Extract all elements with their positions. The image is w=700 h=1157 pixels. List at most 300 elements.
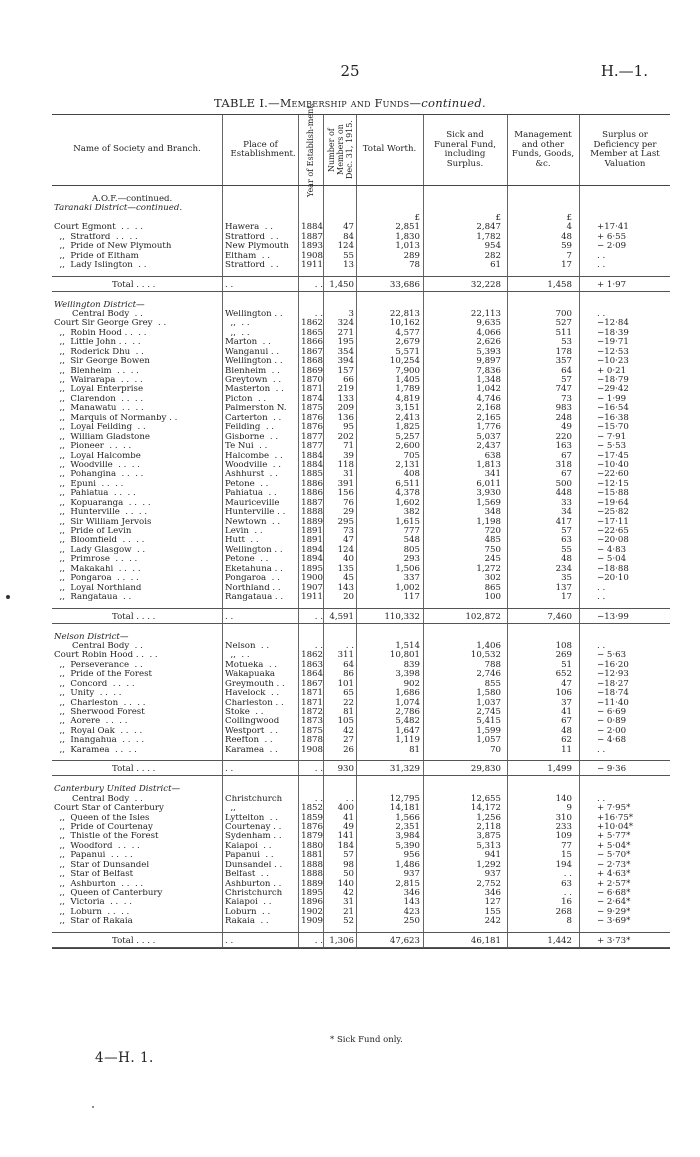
cell-surp: +16·75* (597, 812, 634, 823)
section-heading (52, 195, 670, 204)
branch-name: ,, Loyal Feilding . . (54, 423, 146, 433)
cell-worth: 1,405 (395, 375, 420, 385)
cell-sick: 1,348 (476, 375, 501, 385)
cell-year: 1888 (301, 869, 323, 880)
cell-worth: 7,900 (395, 365, 420, 376)
header-surplus: Surplus or Deficiency per Member at Last Valuation (590, 130, 660, 169)
cell-mgmt: 318 (555, 459, 572, 470)
branch-name: Court Sir George Grey . . (54, 319, 167, 329)
cell-year: 1880 (301, 840, 323, 851)
branch-name: ,, Roderick Dhu . . (54, 347, 144, 357)
table-row (52, 499, 670, 508)
cell-worth: 1,686 (395, 688, 420, 699)
cell-worth: 1,789 (395, 384, 420, 395)
cell-surp: + 4·63* (597, 869, 631, 880)
branch-name: ,, Concord . . . . (54, 679, 135, 689)
cell-sick: 6,011 (476, 478, 501, 489)
branch-name: ,, Papanui . . . . (54, 851, 133, 861)
cell-sick: 10,532 (470, 650, 501, 661)
cell-sick: 3,930 (476, 488, 501, 499)
district-heading: Canterbury United District— (54, 785, 181, 795)
table-body (52, 186, 670, 948)
total-row (52, 276, 670, 291)
total-worth: 33,686 (389, 279, 420, 290)
branch-name: ,, Kopuaranga . . . . (54, 498, 151, 508)
table-row (52, 338, 670, 347)
cell-mgmt: 194 (555, 859, 572, 870)
cell-surp: −15·88 (597, 488, 629, 499)
cell-mgmt: 15 (561, 850, 572, 861)
cell-mgmt: 652 (555, 669, 572, 680)
cell-mgmt: 57 (561, 375, 572, 385)
cell-year: 1864 (301, 669, 323, 680)
total-worth: 110,332 (384, 611, 420, 622)
cell-mgmt: 268 (555, 906, 572, 917)
branch-name: Central Body . . (72, 309, 143, 319)
header-worth: Total Worth. (362, 144, 417, 155)
cell-place: Motueka . . (225, 660, 278, 670)
cell-surp: . . (597, 582, 606, 593)
cell-sick: 2,437 (476, 441, 501, 452)
cell-surp: − 1·99 (597, 393, 627, 404)
cell-year: 1881 (301, 850, 323, 861)
cell-mgmt: 48 (561, 554, 572, 565)
cell-place: Wanganui . . (225, 347, 280, 357)
branch-name: ,, Woodville . . . . (54, 460, 140, 470)
cell-sick: 1,569 (476, 497, 501, 508)
cell-surp: − 3·69* (597, 916, 631, 927)
cell-place: Stratford . . (225, 261, 279, 271)
cell-place: Christchurch (225, 889, 283, 898)
cell-surp: − 5·04 (597, 554, 627, 565)
cell-worth: 1,506 (395, 563, 420, 574)
table-row (52, 689, 670, 698)
cell-surp: +17·41 (597, 222, 629, 233)
cell-year: 1889 (301, 516, 323, 527)
branch-name: ,, Blenheim . . . . (54, 366, 139, 376)
cell-sick: 720 (484, 526, 501, 536)
cell-mgmt: 17 (561, 260, 572, 271)
table-row (52, 508, 670, 517)
cell-year: 1911 (301, 260, 323, 271)
cell-mgmt: 11 (561, 744, 572, 755)
branch-name: ,, Wairarapa . . . . (54, 376, 143, 385)
cell-place: Palmerston N. (225, 404, 287, 414)
cell-place: Papanui . . (225, 851, 274, 861)
table-row (52, 461, 670, 470)
cell-place: Ashburton . . (225, 879, 282, 889)
branch-name: ,, Primrose . . . . (54, 555, 138, 565)
cell-mem: 40 (343, 554, 354, 565)
table-row (52, 898, 670, 907)
cell-worth: 10,254 (389, 356, 420, 367)
cell-year: 1893 (301, 241, 323, 252)
total-mgmt: 1,499 (547, 764, 572, 775)
total-surp: + 3·73* (597, 935, 631, 946)
cell-mgmt: 109 (555, 831, 572, 842)
cell-year: 1891 (301, 526, 323, 536)
header-name: Name of Society and Branch. (73, 144, 201, 155)
table-row (52, 348, 670, 357)
cell-worth: 250 (403, 916, 420, 927)
cell-place: Newtown . . (225, 517, 281, 527)
cell-mem: 66 (343, 375, 354, 385)
cell-mgmt: 8 (566, 916, 572, 927)
cell-mem: 49 (343, 821, 354, 832)
cell-mem: 219 (337, 384, 354, 395)
cell-worth: 3,398 (395, 669, 420, 680)
cell-sick: 2,752 (476, 878, 501, 889)
cell-mgmt: 67 (561, 716, 572, 727)
cell-sick: 341 (484, 469, 501, 480)
cell-year: 1879 (301, 831, 323, 842)
cell-mem: 84 (343, 231, 354, 242)
cell-year: 1866 (301, 337, 323, 348)
cell-mem: 295 (337, 516, 354, 527)
cell-worth: 423 (403, 906, 420, 917)
section-heading (52, 301, 670, 310)
cell-mem: 57 (343, 850, 354, 861)
cell-year: 1911 (301, 592, 323, 603)
cell-mem: 64 (343, 659, 354, 670)
cell-place: Lyttelton . . (225, 813, 278, 823)
cell-sick: 485 (484, 535, 501, 546)
cell-surp: −15·70 (597, 422, 629, 433)
table-row (52, 367, 670, 376)
cell-year: 1870 (301, 375, 323, 385)
cell-mem: 29 (343, 507, 354, 518)
cell-year: 1877 (301, 431, 323, 442)
currency-symbol: £ (495, 212, 501, 223)
cell-mem: 22 (343, 697, 354, 708)
cell-sick: 7,836 (476, 365, 501, 376)
cell-mgmt: 67 (561, 469, 572, 480)
table-row (52, 804, 670, 813)
cell-place: Masterton . . (225, 385, 284, 395)
cell-year: . . (314, 793, 323, 804)
table-row (52, 584, 670, 593)
cell-place: Courtenay . . (225, 822, 282, 832)
cell-surp: −19·71 (597, 337, 629, 348)
cell-sick: 954 (484, 241, 501, 252)
cell-mem: 135 (337, 563, 354, 574)
cell-surp: − 7·91 (597, 431, 627, 442)
cell-mem: 136 (337, 412, 354, 423)
cell-mem: 141 (337, 831, 354, 842)
cell-year: 1867 (301, 346, 323, 357)
cell-sick: 788 (484, 659, 501, 670)
branch-name: ,, Little John . . . . (54, 338, 141, 348)
cell-worth: 1,074 (395, 697, 420, 708)
total-mem: 1,450 (329, 279, 354, 290)
cell-place: Ashhurst . . (225, 470, 278, 480)
cell-mgmt: 248 (555, 412, 572, 423)
branch-name: ,, Charleston . . . . (54, 698, 146, 708)
cell-sick: 2,118 (476, 821, 501, 832)
table-row (52, 223, 670, 232)
cell-year: . . (314, 308, 323, 319)
table-row (52, 536, 670, 545)
cell-mgmt: 7 (566, 250, 572, 261)
cell-mgmt: 108 (555, 640, 572, 651)
cell-mem: 124 (337, 241, 354, 252)
table-row (52, 329, 670, 338)
cell-mgmt: 35 (561, 573, 572, 584)
table-row (52, 489, 670, 498)
cell-sick: 1,813 (476, 459, 501, 470)
table-row (52, 423, 670, 432)
total-place: . . (225, 279, 234, 290)
table-row (52, 574, 670, 583)
table-row (52, 546, 670, 555)
total-surp: − 9·36 (597, 764, 627, 775)
branch-name: ,, Inangahua . . . . (54, 736, 145, 746)
cell-surp: −18·79 (597, 375, 629, 385)
table-row (52, 917, 670, 926)
cell-worth: 293 (403, 554, 420, 565)
margin-mark (6, 595, 10, 599)
cell-place: Rangataua . . (225, 593, 284, 603)
cell-sick: 5,415 (476, 716, 501, 727)
cell-worth: 2,786 (395, 707, 420, 717)
cell-mem: 39 (343, 450, 354, 461)
cell-mgmt: 41 (561, 707, 572, 717)
cell-mem: 184 (337, 840, 354, 851)
table-row (52, 242, 670, 251)
cell-surp: −16·54 (597, 403, 629, 414)
total-mem: 1,306 (329, 935, 354, 946)
cell-year: 1867 (301, 678, 323, 689)
cell-surp: −10·40 (597, 459, 629, 470)
district-heading: Nelson District— (54, 632, 129, 642)
cell-surp: + 0·21 (597, 365, 627, 376)
cell-mgmt: 448 (555, 488, 572, 499)
cell-mem: 140 (337, 878, 354, 889)
header-mgmt: Management and other Funds, Goods, &c. (511, 130, 575, 169)
cell-worth: 937 (403, 869, 420, 880)
cell-worth: 5,390 (395, 840, 420, 851)
cell-place: Loburn . . (225, 907, 271, 917)
cell-surp: . . (597, 250, 606, 261)
cell-mgmt: 527 (555, 318, 572, 329)
branch-name: ,, Pongaroa . . . . (54, 574, 139, 584)
branch-name: ,, Star of Belfast (54, 870, 134, 880)
cell-worth: 143 (403, 897, 420, 908)
cell-place: Charleston . . (225, 698, 284, 708)
total-worth: 31,329 (389, 764, 420, 775)
cell-place: Eltham . . (225, 251, 270, 261)
header-sick: Sick and Funeral Fund, including Surplus. (433, 130, 497, 169)
district-heading: Taranaki District—continued. (54, 204, 183, 214)
branch-name: ,, Aorere . . . . (54, 717, 128, 727)
cell-worth: 346 (403, 888, 420, 898)
cell-place: Petone . . (225, 555, 269, 565)
cell-sick: 100 (484, 592, 501, 603)
cell-year: 1886 (301, 478, 323, 489)
table-row (52, 880, 670, 889)
cell-worth: 12,795 (389, 793, 420, 804)
table-row (52, 518, 670, 527)
cell-sick: 155 (484, 906, 501, 917)
cell-mgmt: 16 (561, 897, 572, 908)
cell-mem: 391 (337, 478, 354, 489)
cell-worth: 5,257 (395, 431, 420, 442)
cell-sick: 2,746 (476, 669, 501, 680)
table-row (52, 795, 670, 804)
cell-mgmt: 4 (566, 222, 572, 233)
table-row (52, 889, 670, 898)
cell-mem: 143 (337, 582, 354, 593)
cell-mem: 47 (343, 222, 354, 233)
table-row (52, 680, 670, 689)
cell-worth: 1,002 (395, 582, 420, 593)
total-mgmt: 7,460 (547, 611, 572, 622)
total-worth: 47,623 (389, 935, 420, 946)
table-row (52, 376, 670, 385)
cell-worth: 2,851 (395, 222, 420, 233)
cell-mem: 195 (337, 337, 354, 348)
cell-sick: 127 (484, 897, 501, 908)
cell-sick: 4,746 (476, 393, 501, 404)
cell-sick: 242 (484, 916, 501, 927)
cell-sick: 1,782 (476, 231, 501, 242)
cell-mgmt: 57 (561, 526, 572, 536)
cell-worth: 81 (409, 744, 420, 755)
district-heading: A.O.F.—continued. (92, 195, 173, 204)
cell-sick: 2,847 (476, 222, 501, 233)
branch-name: ,, Pahiatua . . . . (54, 489, 136, 499)
cell-place: Dunsandel . . (225, 860, 283, 870)
cell-worth: 1,615 (395, 516, 420, 527)
cell-sick: 1,037 (476, 697, 501, 708)
cell-place: Nelson . . (225, 641, 270, 651)
table-row (52, 395, 670, 404)
branch-name: ,, Pride of New Plymouth (54, 242, 172, 252)
cell-worth: 117 (403, 592, 420, 603)
cell-mgmt: 51 (561, 659, 572, 670)
cell-year: 1862 (301, 650, 323, 661)
cell-mem: 156 (337, 488, 354, 499)
table-row (52, 593, 670, 602)
cell-place: ,, (225, 804, 236, 814)
cell-mem: 400 (337, 803, 354, 814)
table-row (52, 433, 670, 442)
cell-place: Stoke . . (225, 708, 264, 717)
cell-place: Collingwood (225, 717, 280, 727)
cell-mem: 118 (337, 459, 354, 470)
cell-surp: −19·64 (597, 497, 629, 508)
cell-mgmt: 137 (555, 582, 572, 593)
cell-sick: 245 (484, 554, 501, 565)
cell-worth: 705 (403, 450, 420, 461)
cell-mem: 3 (348, 308, 354, 319)
table-row (52, 870, 670, 879)
total-sick: 46,181 (470, 935, 501, 946)
cell-worth: 1,514 (395, 640, 420, 651)
cell-sick: 1,042 (476, 384, 501, 395)
cell-worth: 5,571 (395, 346, 420, 357)
cell-mem: 124 (337, 544, 354, 555)
branch-name: ,, Perseverance . . (54, 660, 143, 670)
cell-mgmt: 220 (555, 431, 572, 442)
cell-mem: 324 (337, 318, 354, 329)
cell-worth: 4,819 (395, 393, 420, 404)
cell-mgmt: 59 (561, 241, 572, 252)
total-sick: 32,228 (470, 279, 501, 290)
table-row (52, 404, 670, 413)
cell-mgmt: 178 (555, 346, 572, 357)
cell-surp: + 5·04* (597, 840, 631, 851)
cell-mem: 157 (337, 365, 354, 376)
cell-mem: 101 (337, 678, 354, 689)
cell-mgmt: 233 (555, 821, 572, 832)
cell-worth: 2,600 (395, 441, 420, 452)
cell-sick: 855 (484, 678, 501, 689)
cell-year: 1888 (301, 507, 323, 518)
cell-surp: − 4·83 (597, 544, 627, 555)
cell-sick: 346 (484, 888, 501, 898)
cell-mgmt: 357 (555, 356, 572, 367)
branch-name: ,, Pride of the Forest (54, 670, 152, 680)
cell-surp: +10·04* (597, 821, 634, 832)
cell-surp: −20·08 (597, 535, 629, 546)
table-row (52, 736, 670, 745)
cell-year: 1859 (301, 812, 323, 823)
cell-mem: 21 (343, 906, 354, 917)
table-row (52, 842, 670, 851)
cell-place: Havelock . . (225, 689, 280, 699)
branch-name: Central Body . . (72, 794, 143, 804)
cell-year: 1902 (301, 906, 323, 917)
currency-symbol: £ (566, 212, 572, 223)
cell-mem: 27 (343, 735, 354, 746)
cell-surp: + 6·55 (597, 231, 627, 242)
cell-worth: 1,647 (395, 725, 420, 736)
cell-place: Levin . . (225, 527, 263, 536)
cell-year: 1875 (301, 725, 323, 736)
table-row (52, 651, 670, 660)
total-row (52, 608, 670, 623)
branch-name: ,, Sherwood Forest (54, 708, 145, 717)
branch-name: ,, Victoria . . . . (54, 898, 132, 908)
branch-name: ,, Epuni . . . . (54, 479, 124, 489)
cell-surp: −16·20 (597, 659, 629, 670)
cell-place: ,, . . (225, 328, 250, 338)
cell-place: ,, . . (225, 651, 250, 661)
cell-mgmt: 9 (566, 803, 572, 814)
cell-worth: 78 (409, 260, 420, 271)
branch-name: Court Star of Canterbury (54, 804, 164, 814)
total-surp: + 1·97 (597, 279, 627, 290)
cell-worth: 805 (403, 544, 420, 555)
branch-name: ,, Star of Rakaia (54, 917, 133, 927)
table-row (52, 670, 670, 679)
cell-mem: 50 (343, 869, 354, 880)
table-row (52, 699, 670, 708)
branch-name: ,, Marquis of Normanby . . (54, 413, 178, 423)
cell-year: 1908 (301, 250, 323, 261)
cell-place: Christchurch (225, 794, 283, 804)
table-row (52, 527, 670, 536)
cell-surp: −12·84 (597, 318, 629, 329)
table-title-suffix: —continued. (409, 96, 486, 110)
branch-name: ,, Robin Hood . . . . (54, 328, 147, 338)
cell-mem: . . (345, 640, 354, 651)
cell-mgmt: 983 (555, 403, 572, 414)
cell-year: 1907 (301, 582, 323, 593)
cell-mgmt: 310 (555, 812, 572, 823)
cell-year: 1891 (301, 535, 323, 546)
